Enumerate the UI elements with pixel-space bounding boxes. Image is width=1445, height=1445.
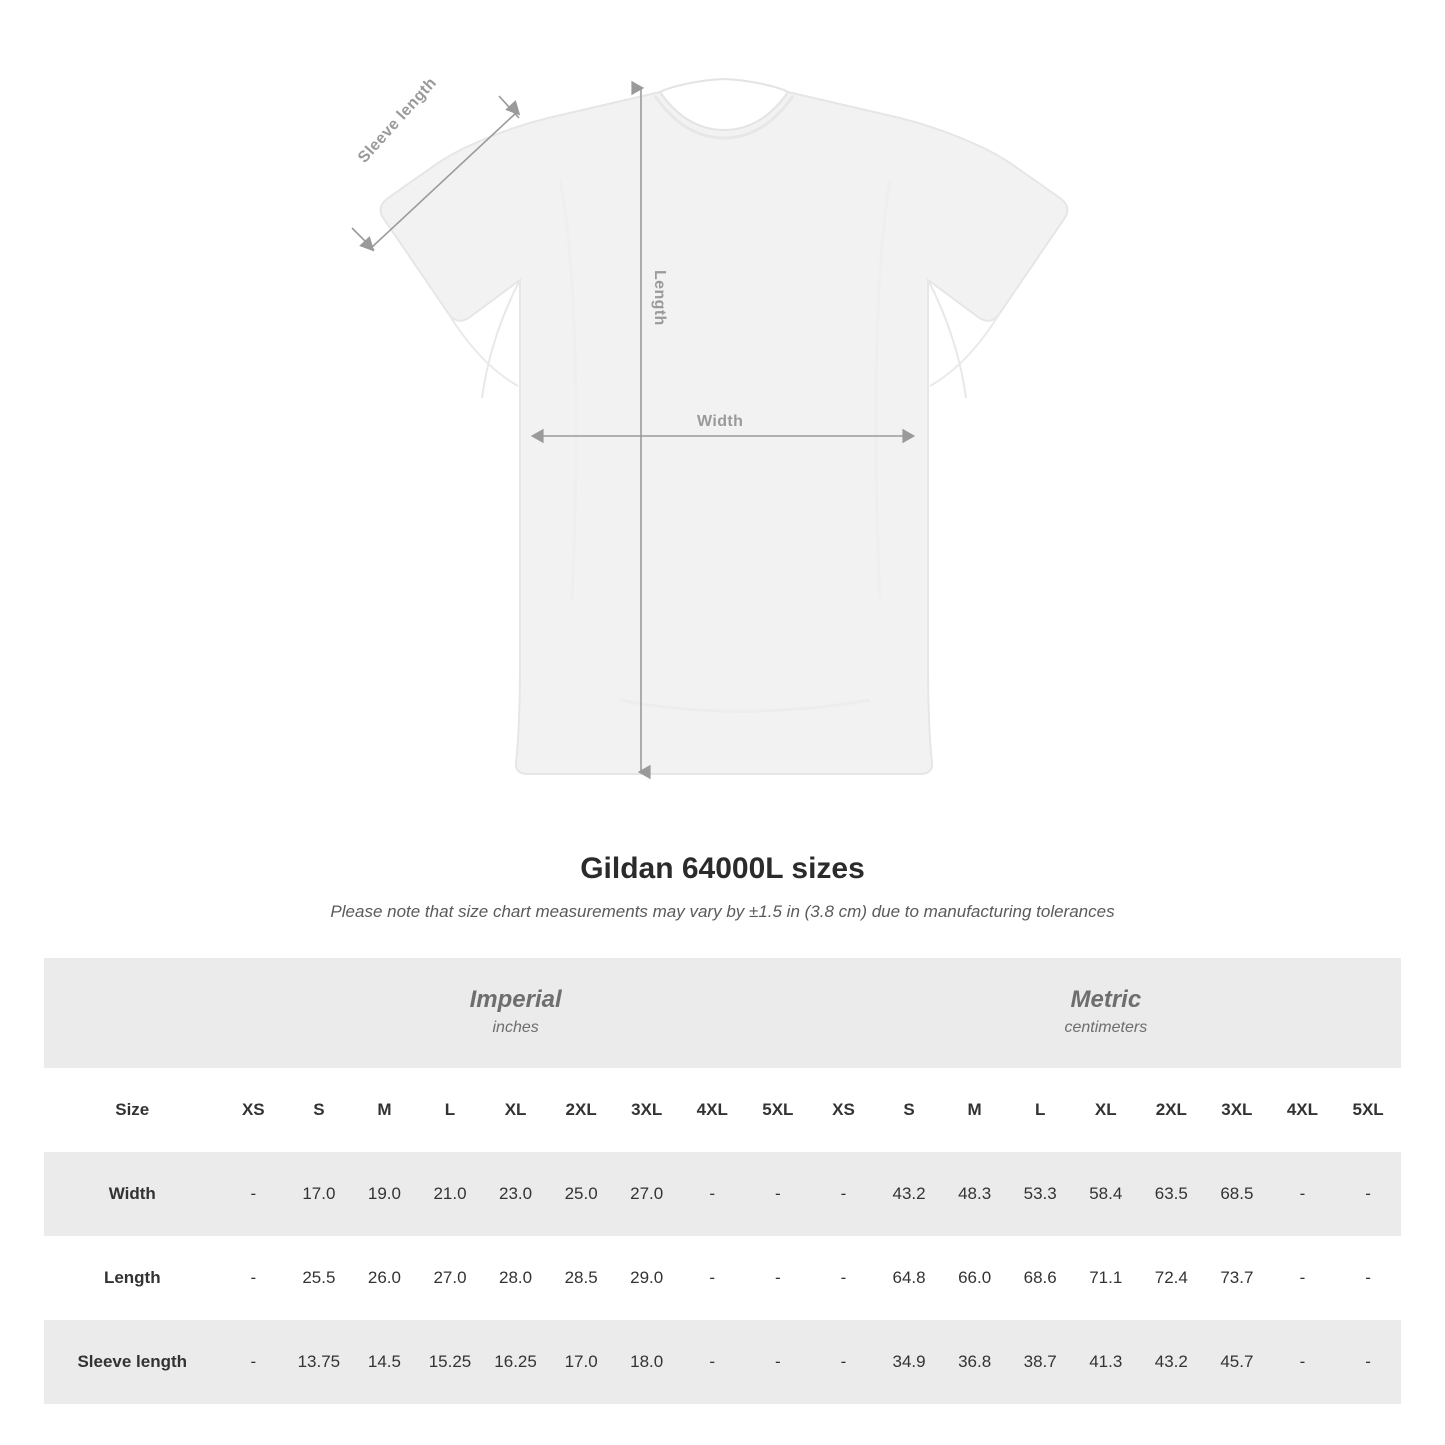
cell-length-imperial-4xl: - [679,1236,745,1320]
size-header-imperial-2xl: 2XL [548,1068,614,1152]
size-header-metric-3xl: 3XL [1204,1068,1270,1152]
size-table [44,958,1401,1404]
cell-width-metric-5xl: - [1335,1152,1401,1236]
size-header-imperial-5xl: 5XL [745,1068,811,1152]
cell-length-metric-xl: 71.1 [1073,1236,1139,1320]
size-header-metric-xl: XL [1073,1068,1139,1152]
cell-width-metric-4xl: - [1270,1152,1336,1236]
cell-width-metric-l: 53.3 [1007,1152,1073,1236]
sleeve-length-dimension-label: Sleeve length [355,74,441,167]
size-header-imperial-xs: XS [221,1068,287,1152]
unit-sub-imperial: inches [492,1019,539,1037]
size-header-imperial-4xl: 4XL [679,1068,745,1152]
cell-width-imperial-l: 21.0 [417,1152,483,1236]
cell-sleeve-metric-5xl: - [1335,1320,1401,1404]
unit-header-imperial [221,958,811,1068]
cell-sleeve-metric-l: 38.7 [1007,1320,1073,1404]
size-header-metric-2xl: 2XL [1139,1068,1205,1152]
cell-width-metric-m: 48.3 [942,1152,1008,1236]
cell-sleeve-imperial-xs: - [221,1320,287,1404]
cell-width-imperial-2xl: 25.0 [548,1152,614,1236]
cell-sleeve-metric-xs: - [811,1320,877,1404]
cell-length-metric-5xl: - [1335,1236,1401,1320]
cell-length-imperial-3xl: 29.0 [614,1236,680,1320]
cell-length-metric-4xl: - [1270,1236,1336,1320]
cell-width-imperial-5xl: - [745,1152,811,1236]
cell-length-metric-2xl: 72.4 [1139,1236,1205,1320]
size-header-metric-m: M [942,1068,1008,1152]
cell-length-imperial-l: 27.0 [417,1236,483,1320]
table-row [44,1320,1401,1404]
page-title: Gildan 64000L sizes [580,852,865,885]
size-header-metric-s: S [876,1068,942,1152]
unit-header-spacer [44,958,221,1068]
size-header-imperial-3xl: 3XL [614,1068,680,1152]
size-header-imperial-s: S [286,1068,352,1152]
cell-length-imperial-2xl: 28.5 [548,1236,614,1320]
table-row [44,1152,1401,1236]
cell-width-metric-3xl: 68.5 [1204,1152,1270,1236]
cell-width-imperial-xs: - [221,1152,287,1236]
cell-sleeve-imperial-l: 15.25 [417,1320,483,1404]
cell-length-metric-m: 66.0 [942,1236,1008,1320]
size-header-row [44,1068,1401,1152]
size-table-wrapper [44,958,1401,1404]
size-header-metric-xs: XS [811,1068,877,1152]
size-header-metric-5xl: 5XL [1335,1068,1401,1152]
row-label-length: Length [44,1236,221,1320]
cell-length-metric-s: 64.8 [876,1236,942,1320]
cell-sleeve-imperial-4xl: - [679,1320,745,1404]
cell-length-imperial-m: 26.0 [352,1236,418,1320]
cell-sleeve-imperial-3xl: 18.0 [614,1320,680,1404]
cell-length-metric-l: 68.6 [1007,1236,1073,1320]
table-row [44,1236,1401,1320]
cell-width-imperial-m: 19.0 [352,1152,418,1236]
cell-width-imperial-s: 17.0 [286,1152,352,1236]
unit-header-row [44,958,1401,1068]
size-header-metric-l: L [1007,1068,1073,1152]
cell-sleeve-imperial-m: 14.5 [352,1320,418,1404]
cell-length-metric-3xl: 73.7 [1204,1236,1270,1320]
cell-sleeve-metric-2xl: 43.2 [1139,1320,1205,1404]
cell-length-imperial-xs: - [221,1236,287,1320]
cell-length-imperial-5xl: - [745,1236,811,1320]
cell-width-metric-xs: - [811,1152,877,1236]
tolerance-note: Please note that size chart measurements may vary by ±1.5 in (3.8 cm) due to manufacturing tolerances [330,902,1115,921]
row-label-width: Width [44,1152,221,1236]
cell-length-imperial-xl: 28.0 [483,1236,549,1320]
unit-name-metric: Metric [1070,986,1142,1014]
cell-width-imperial-4xl: - [679,1152,745,1236]
unit-name-imperial: Imperial [469,986,562,1014]
cell-length-imperial-s: 25.5 [286,1236,352,1320]
cell-sleeve-metric-m: 36.8 [942,1320,1008,1404]
size-header-metric-4xl: 4XL [1270,1068,1336,1152]
cell-width-metric-2xl: 63.5 [1139,1152,1205,1236]
cell-sleeve-imperial-s: 13.75 [286,1320,352,1404]
cell-sleeve-metric-s: 34.9 [876,1320,942,1404]
cell-width-metric-s: 43.2 [876,1152,942,1236]
cell-sleeve-metric-3xl: 45.7 [1204,1320,1270,1404]
cell-length-metric-xs: - [811,1236,877,1320]
cell-sleeve-metric-xl: 41.3 [1073,1320,1139,1404]
row-label-sleeve-length: Sleeve length [44,1320,221,1404]
size-header-imperial-m: M [352,1068,418,1152]
cell-sleeve-metric-4xl: - [1270,1320,1336,1404]
width-dimension-label: Width [697,413,744,430]
cell-sleeve-imperial-5xl: - [745,1320,811,1404]
cell-width-metric-xl: 58.4 [1073,1152,1139,1236]
size-header-imperial-xl: XL [483,1068,549,1152]
size-header-label: Size [44,1068,221,1152]
cell-sleeve-imperial-xl: 16.25 [483,1320,549,1404]
cell-width-imperial-3xl: 27.0 [614,1152,680,1236]
size-header-imperial-l: L [417,1068,483,1152]
cell-width-imperial-xl: 23.0 [483,1152,549,1236]
unit-header-metric [811,958,1401,1068]
unit-sub-metric: centimeters [1064,1019,1148,1037]
length-dimension-label: Length [651,270,668,326]
cell-sleeve-imperial-2xl: 17.0 [548,1320,614,1404]
